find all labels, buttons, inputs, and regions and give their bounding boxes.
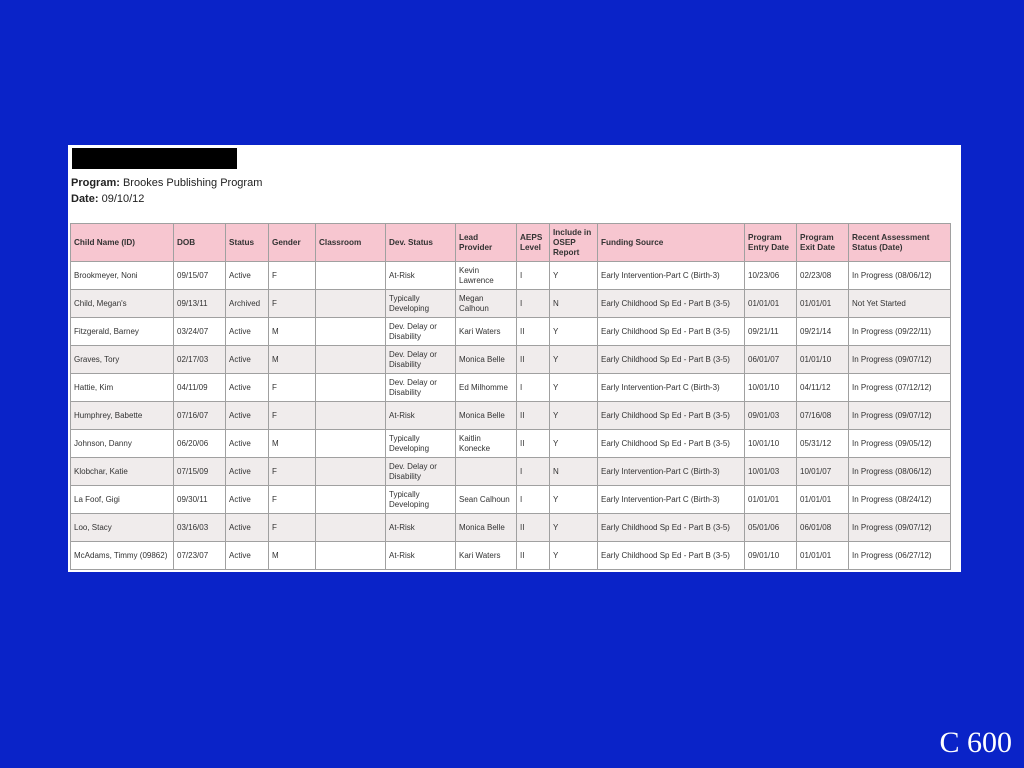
table-cell: 07/16/07 — [174, 402, 226, 430]
table-cell: II — [517, 542, 550, 570]
table-cell: Monica Belle — [456, 346, 517, 374]
table-cell: 01/01/01 — [745, 290, 797, 318]
table-cell: In Progress (09/22/11) — [849, 318, 951, 346]
table-cell: Y — [550, 318, 598, 346]
table-cell: I — [517, 262, 550, 290]
table-header-row — [71, 224, 951, 262]
table-cell: M — [269, 318, 316, 346]
child-name-cell: Fitzgerald, Barney — [71, 318, 174, 346]
table-cell: 05/31/12 — [797, 430, 849, 458]
table-cell: In Progress (09/05/12) — [849, 430, 951, 458]
table-cell: In Progress (08/06/12) — [849, 458, 951, 486]
table-cell: M — [269, 346, 316, 374]
child-name-cell: Graves, Tory — [71, 346, 174, 374]
table-cell: F — [269, 458, 316, 486]
table-cell: 07/15/09 — [174, 458, 226, 486]
table-cell: 01/01/01 — [797, 290, 849, 318]
table-cell — [316, 262, 386, 290]
table-cell: Active — [226, 514, 269, 542]
program-value: Brookes Publishing Program — [122, 177, 263, 189]
table-row[interactable] — [71, 402, 951, 430]
table-row[interactable] — [71, 346, 951, 374]
column-header[interactable]: Gender — [269, 224, 316, 262]
table-cell: Y — [550, 430, 598, 458]
table-cell: 10/23/06 — [745, 262, 797, 290]
table-cell: Kevin Lawrence — [456, 262, 517, 290]
table-cell: Kari Waters — [456, 542, 517, 570]
table-cell: In Progress (06/27/12) — [849, 542, 951, 570]
table-cell: Active — [226, 374, 269, 402]
column-header[interactable]: Classroom — [316, 224, 386, 262]
table-cell: 09/30/11 — [174, 486, 226, 514]
table-cell — [316, 542, 386, 570]
table-cell: N — [550, 290, 598, 318]
table-row[interactable] — [71, 290, 951, 318]
table-cell: At-Risk — [386, 402, 456, 430]
table-body — [71, 262, 951, 570]
table-cell: Kaitlin Konecke — [456, 430, 517, 458]
table-cell: II — [517, 430, 550, 458]
table-cell: Archived — [226, 290, 269, 318]
table-cell: Kari Waters — [456, 318, 517, 346]
table-cell: Y — [550, 374, 598, 402]
table-cell — [316, 346, 386, 374]
table-cell: Active — [226, 486, 269, 514]
table-cell: Typically Developing — [386, 290, 456, 318]
report-panel — [68, 145, 961, 572]
table-cell: In Progress (09/07/12) — [849, 402, 951, 430]
table-row[interactable] — [71, 374, 951, 402]
child-name-cell: Hattie, Kim — [71, 374, 174, 402]
table-cell: Monica Belle — [456, 402, 517, 430]
table-cell: Dev. Delay or Disability — [386, 318, 456, 346]
table-cell: Active — [226, 458, 269, 486]
table-cell: 01/01/10 — [797, 346, 849, 374]
table-cell: 09/15/07 — [174, 262, 226, 290]
table-cell: Early Childhood Sp Ed - Part B (3-5) — [598, 430, 745, 458]
table-cell — [316, 290, 386, 318]
table-cell: 03/24/07 — [174, 318, 226, 346]
table-cell: In Progress (09/07/12) — [849, 346, 951, 374]
table-cell: At-Risk — [386, 514, 456, 542]
table-cell: 10/01/10 — [745, 430, 797, 458]
table-cell: Early Intervention-Part C (Birth-3) — [598, 374, 745, 402]
child-name-cell: Loo, Stacy — [71, 514, 174, 542]
column-header[interactable]: Funding Source — [598, 224, 745, 262]
table-cell: Early Childhood Sp Ed - Part B (3-5) — [598, 318, 745, 346]
table-cell: Early Intervention-Part C (Birth-3) — [598, 458, 745, 486]
table-cell: Typically Developing — [386, 486, 456, 514]
table-cell — [456, 458, 517, 486]
table-cell — [316, 458, 386, 486]
table-cell: 09/21/14 — [797, 318, 849, 346]
table-cell: In Progress (08/24/12) — [849, 486, 951, 514]
program-label: Program: — [71, 177, 120, 189]
table-cell: 10/01/03 — [745, 458, 797, 486]
table-cell: 06/20/06 — [174, 430, 226, 458]
table-cell: 07/16/08 — [797, 402, 849, 430]
table-cell — [316, 402, 386, 430]
table-cell: 04/11/12 — [797, 374, 849, 402]
program-line — [71, 177, 262, 189]
table-cell: At-Risk — [386, 542, 456, 570]
table-cell: I — [517, 486, 550, 514]
table-cell: Early Childhood Sp Ed - Part B (3-5) — [598, 402, 745, 430]
table-cell: Not Yet Started — [849, 290, 951, 318]
table-cell: II — [517, 514, 550, 542]
date-value: 09/10/12 — [101, 193, 145, 205]
redacted-title-bar — [72, 148, 237, 169]
table-cell: 03/16/03 — [174, 514, 226, 542]
table-cell: I — [517, 374, 550, 402]
table-cell: 07/23/07 — [174, 542, 226, 570]
table-cell: Active — [226, 542, 269, 570]
table-row[interactable] — [71, 486, 951, 514]
table-cell: 10/01/07 — [797, 458, 849, 486]
table-cell: Early Childhood Sp Ed - Part B (3-5) — [598, 514, 745, 542]
table-cell: F — [269, 262, 316, 290]
column-header[interactable]: Lead Provider — [456, 224, 517, 262]
table-cell: Y — [550, 486, 598, 514]
table-cell: Sean Calhoun — [456, 486, 517, 514]
table-cell: Early Intervention-Part C (Birth-3) — [598, 486, 745, 514]
table-cell — [316, 374, 386, 402]
table-cell: Dev. Delay or Disability — [386, 458, 456, 486]
table-cell: II — [517, 346, 550, 374]
table-cell: Active — [226, 402, 269, 430]
table-cell: II — [517, 402, 550, 430]
table-cell: 02/23/08 — [797, 262, 849, 290]
table-cell: 01/01/01 — [797, 486, 849, 514]
table-cell: I — [517, 458, 550, 486]
table-cell: F — [269, 514, 316, 542]
table-cell: 06/01/08 — [797, 514, 849, 542]
table-cell: 05/01/06 — [745, 514, 797, 542]
table-cell: Megan Calhoun — [456, 290, 517, 318]
table-cell: Active — [226, 318, 269, 346]
table-cell: F — [269, 486, 316, 514]
table-cell: 06/01/07 — [745, 346, 797, 374]
table-cell: F — [269, 402, 316, 430]
child-name-cell: Humphrey, Babette — [71, 402, 174, 430]
column-header[interactable]: DOB — [174, 224, 226, 262]
table-cell: 04/11/09 — [174, 374, 226, 402]
table-cell: Y — [550, 262, 598, 290]
table-cell: Y — [550, 402, 598, 430]
table-cell: N — [550, 458, 598, 486]
table-cell: Active — [226, 262, 269, 290]
table-cell — [316, 430, 386, 458]
table-row[interactable] — [71, 318, 951, 346]
child-name-cell: La Foof, Gigi — [71, 486, 174, 514]
table-cell: 09/13/11 — [174, 290, 226, 318]
table-cell: 01/01/01 — [745, 486, 797, 514]
table-cell: Early Childhood Sp Ed - Part B (3-5) — [598, 290, 745, 318]
date-label: Date: — [71, 193, 99, 205]
table-cell: Active — [226, 430, 269, 458]
table-cell: F — [269, 290, 316, 318]
table-cell: I — [517, 290, 550, 318]
table-cell: Y — [550, 514, 598, 542]
table-cell: Ed Milhomme — [456, 374, 517, 402]
table-cell: Early Childhood Sp Ed - Part B (3-5) — [598, 542, 745, 570]
date-line — [71, 193, 144, 205]
column-header[interactable]: Status — [226, 224, 269, 262]
child-name-cell: McAdams, Timmy (09862) — [71, 542, 174, 570]
table-cell: Dev. Delay or Disability — [386, 346, 456, 374]
table-cell: Y — [550, 542, 598, 570]
table-cell: 01/01/01 — [797, 542, 849, 570]
table-row[interactable] — [71, 514, 951, 542]
table-cell — [316, 514, 386, 542]
table-cell: Monica Belle — [456, 514, 517, 542]
table-cell: M — [269, 542, 316, 570]
table-cell: M — [269, 430, 316, 458]
table-cell: II — [517, 318, 550, 346]
slide-label: C 600 — [939, 726, 1012, 759]
children-table — [70, 223, 951, 570]
table-cell: 09/21/11 — [745, 318, 797, 346]
child-name-cell: Brookmeyer, Noni — [71, 262, 174, 290]
table-cell — [316, 486, 386, 514]
table-cell: At-Risk — [386, 262, 456, 290]
table-row[interactable] — [71, 430, 951, 458]
table-cell: Early Childhood Sp Ed - Part B (3-5) — [598, 346, 745, 374]
table-cell: In Progress (08/06/12) — [849, 262, 951, 290]
table-cell: 09/01/10 — [745, 542, 797, 570]
column-header[interactable]: Program Exit Date — [797, 224, 849, 262]
table-row[interactable] — [71, 458, 951, 486]
table-cell — [316, 318, 386, 346]
child-name-cell: Johnson, Danny — [71, 430, 174, 458]
table-cell: Early Intervention-Part C (Birth-3) — [598, 262, 745, 290]
column-header[interactable]: Dev. Status — [386, 224, 456, 262]
table-cell: Typically Developing — [386, 430, 456, 458]
table-cell: 02/17/03 — [174, 346, 226, 374]
table-cell: 09/01/03 — [745, 402, 797, 430]
column-header[interactable]: AEPS Level — [517, 224, 550, 262]
table-cell: Y — [550, 346, 598, 374]
table-cell: 10/01/10 — [745, 374, 797, 402]
table-row[interactable] — [71, 542, 951, 570]
table-cell: Active — [226, 346, 269, 374]
table-cell: Dev. Delay or Disability — [386, 374, 456, 402]
table-row[interactable] — [71, 262, 951, 290]
child-name-cell: Klobchar, Katie — [71, 458, 174, 486]
column-header[interactable]: Child Name (ID) — [71, 224, 174, 262]
column-header[interactable]: Recent Assessment Status (Date) — [849, 224, 951, 262]
child-name-cell: Child, Megan's — [71, 290, 174, 318]
column-header[interactable]: Include in OSEP Report — [550, 224, 598, 262]
column-header[interactable]: Program Entry Date — [745, 224, 797, 262]
table-cell: F — [269, 374, 316, 402]
table-cell: In Progress (07/12/12) — [849, 374, 951, 402]
table-cell: In Progress (09/07/12) — [849, 514, 951, 542]
